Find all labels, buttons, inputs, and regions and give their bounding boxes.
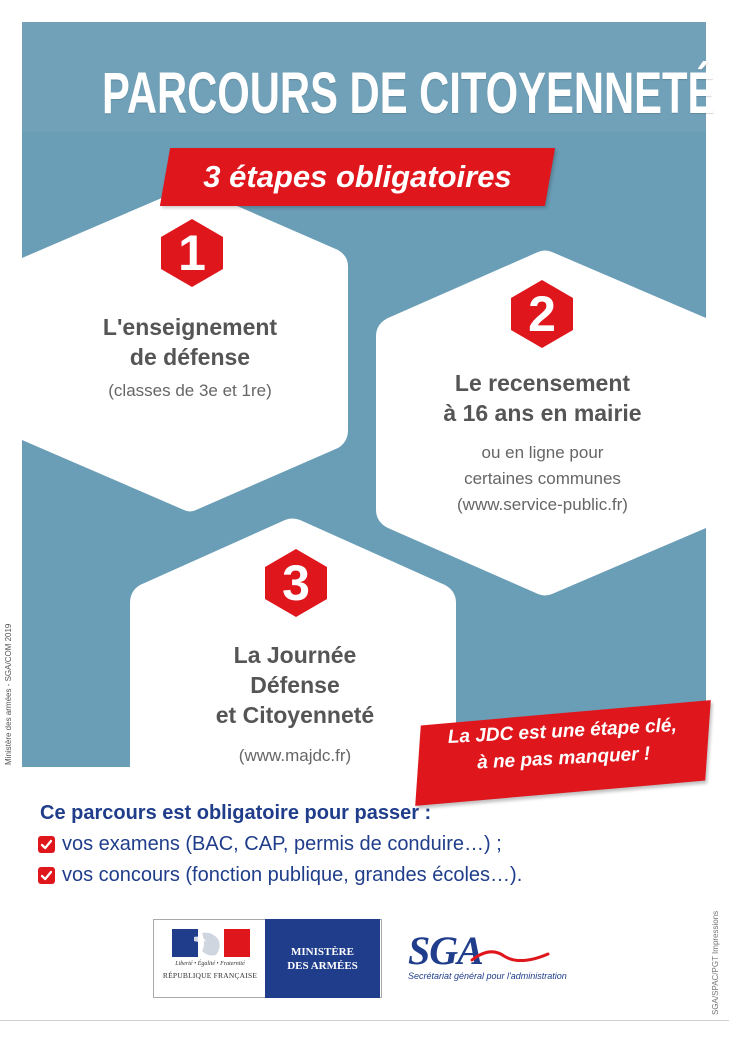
sga-subtitle: Secrétariat général pour l'administration bbox=[408, 971, 567, 981]
credit-left: Ministère des armées - SGA/COM 2019 bbox=[4, 623, 13, 765]
jdc-line-2: à ne pas manquer ! bbox=[476, 743, 651, 774]
credit-right: SGA/SPAC/PGT Impressions bbox=[711, 910, 720, 1015]
page-title: PARCOURS DE CITOYENNETÉ bbox=[102, 61, 716, 126]
step-1-title-line-1: L'enseignement bbox=[102, 314, 278, 340]
step-3-number: 3 bbox=[282, 555, 310, 611]
step-3-note: (www.majdc.fr) bbox=[238, 746, 352, 765]
step-3-title bbox=[145, 640, 445, 730]
requirement-item-2 bbox=[38, 864, 522, 887]
step-2-title bbox=[390, 368, 695, 428]
step-2-note-line-1: ou en ligne pour bbox=[481, 443, 604, 462]
step-2-title-line-1: Le recensement bbox=[454, 370, 631, 396]
subtitle: 3 étapes obligatoires bbox=[203, 159, 512, 194]
step-3-title-line-2: Défense bbox=[250, 672, 340, 698]
ministere-des-armees-logo bbox=[265, 919, 380, 998]
checkbox-checked-icon bbox=[38, 836, 55, 853]
step-2-title-line-2: à 16 ans en mairie bbox=[443, 400, 642, 426]
step-2-note-line-3: (www.service-public.fr) bbox=[457, 495, 628, 514]
ministere-line-1: MINISTÈRE bbox=[291, 945, 354, 958]
bottom-divider bbox=[0, 1020, 729, 1021]
sga-swoosh-icon bbox=[470, 944, 550, 966]
step-1-note: (classes de 3e et 1re) bbox=[108, 381, 272, 400]
requirement-text-1: vos examens (BAC, CAP, permis de conduire…) ; bbox=[62, 833, 502, 855]
marianne-logo-icon bbox=[172, 927, 252, 959]
step-1-title bbox=[40, 312, 340, 372]
ministere-line-2: DES ARMÉES bbox=[287, 959, 358, 972]
step-3-title-line-1: La Journée bbox=[233, 642, 357, 668]
requirement-text-2: vos concours (fonction publique, grandes écoles…). bbox=[62, 864, 523, 886]
step-1-number: 1 bbox=[178, 225, 206, 281]
step-2-number: 2 bbox=[528, 286, 556, 342]
step-2-note-line-2: certaines communes bbox=[464, 469, 621, 488]
sga-logo-text: SGA bbox=[408, 928, 483, 973]
step-1-title-line-2: de défense bbox=[129, 344, 251, 370]
checkbox-checked-icon bbox=[38, 867, 55, 884]
jdc-line-1: La JDC est une étape clé, bbox=[447, 715, 678, 749]
requirement-item-1 bbox=[38, 833, 502, 856]
rf-motto: Liberté • Égalité • Fraternité bbox=[175, 961, 245, 967]
step-3-title-line-3: et Citoyenneté bbox=[215, 702, 375, 728]
step-2-note bbox=[390, 440, 695, 518]
requirements-title: Ce parcours est obligatoire pour passer : bbox=[40, 802, 432, 824]
rf-name: RÉPUBLIQUE FRANÇAISE bbox=[162, 971, 258, 980]
